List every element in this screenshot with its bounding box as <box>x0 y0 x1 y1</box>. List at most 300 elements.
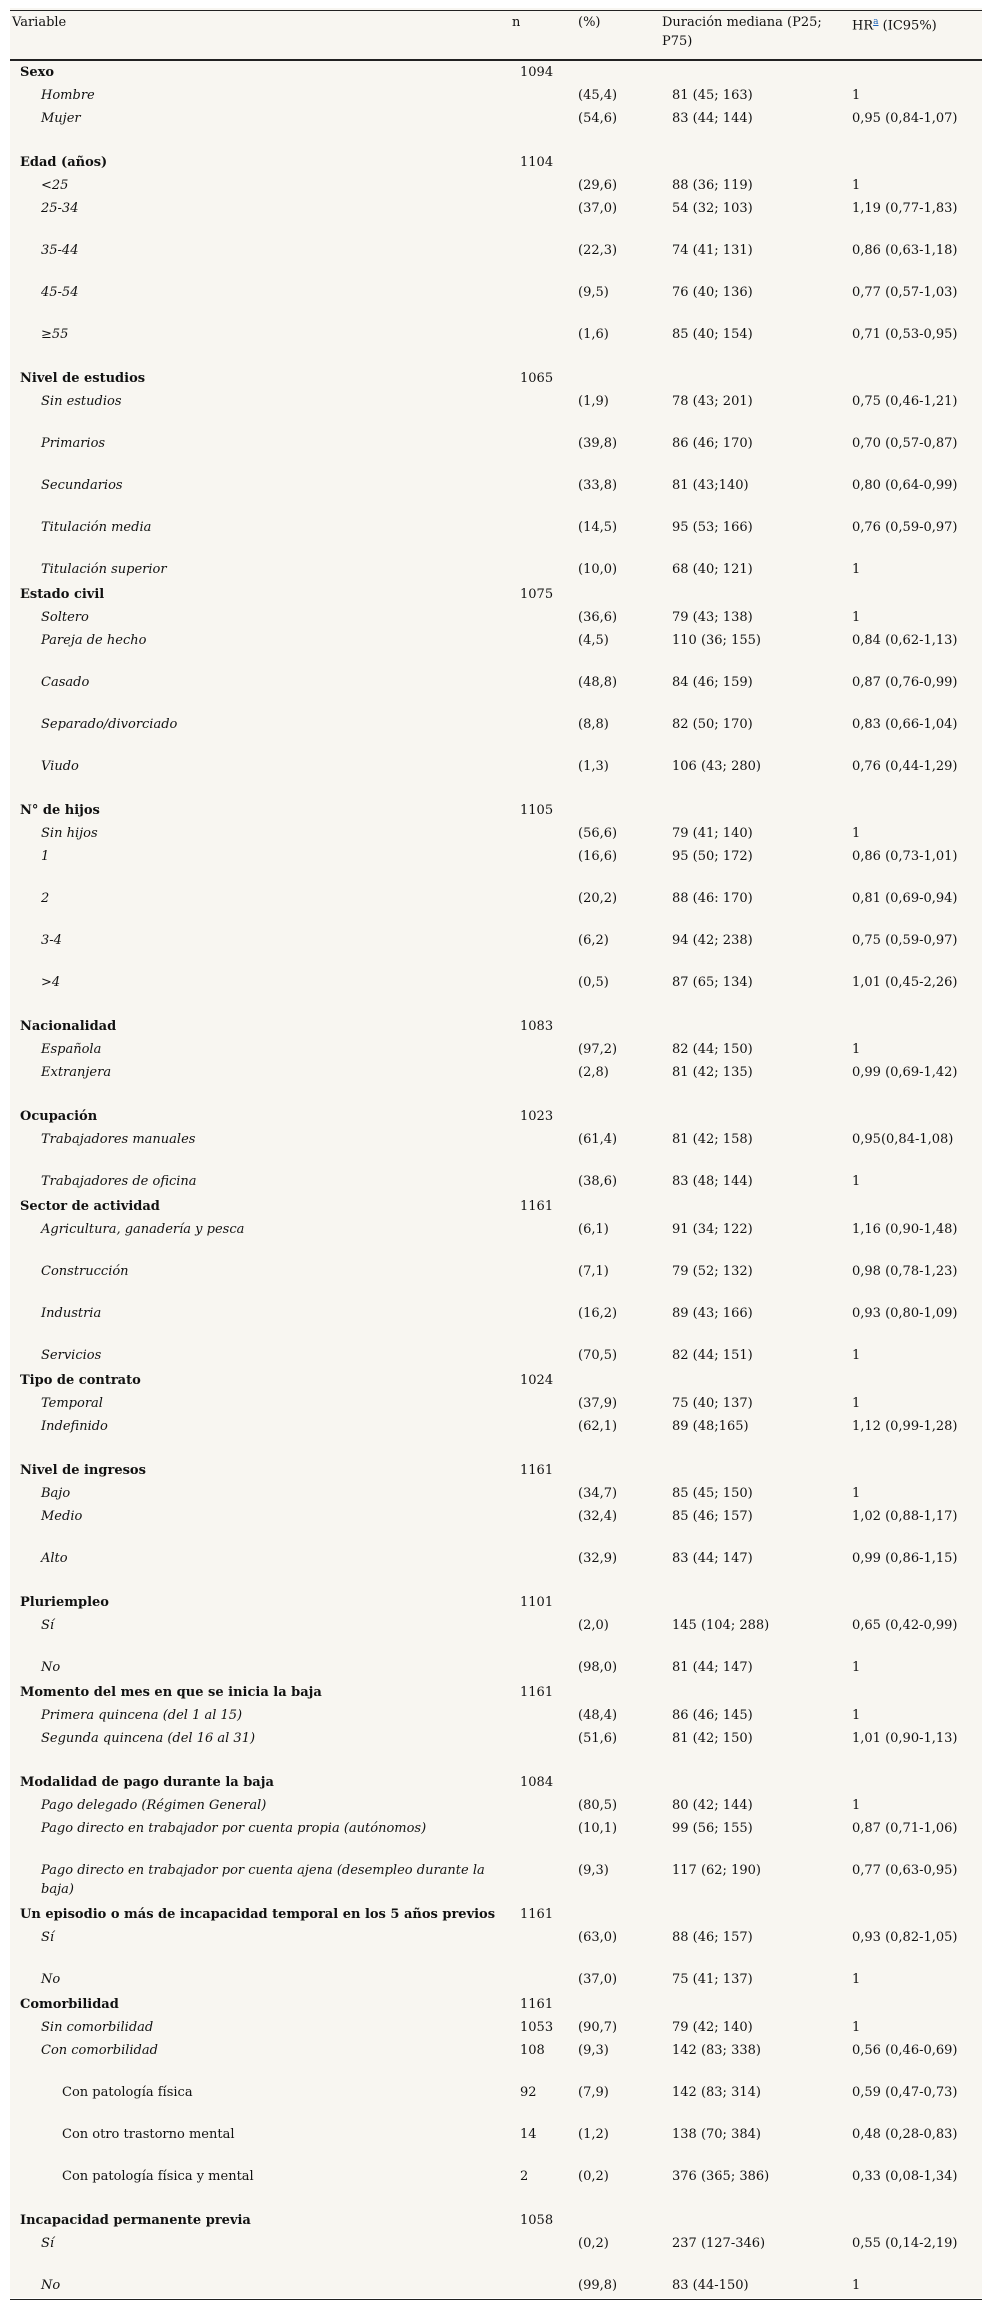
row-hr: 1 <box>852 562 861 577</box>
table-row <box>10 2167 982 2209</box>
row-n <box>510 476 576 518</box>
section-pct <box>576 1015 660 1040</box>
row-pct: (33,8) <box>578 478 618 493</box>
section-title: Nivel de estudios <box>20 371 146 386</box>
row-pct: (1,6) <box>578 327 609 342</box>
section-title: Ocupación <box>20 1109 98 1124</box>
row-duration: 138 (70; 384) <box>672 2127 761 2142</box>
row-hr: 1 <box>852 178 861 193</box>
row-label: Trabajadores de oficina <box>41 1174 197 1189</box>
row-hr: 1,12 (0,99-1,28) <box>852 1419 958 1434</box>
row-duration: 142 (83; 314) <box>672 2085 761 2100</box>
row-label: Con patología física y mental <box>62 2169 254 2184</box>
row-duration: 74 (41; 131) <box>672 243 753 258</box>
row-pct: (39,8) <box>578 436 618 451</box>
row-label: Servicios <box>41 1348 102 1363</box>
row-pct: (37,9) <box>578 1396 618 1411</box>
row-n <box>510 931 576 973</box>
section-hr <box>840 1591 982 1616</box>
row-label: 45-54 <box>41 285 79 300</box>
row-duration: 95 (50; 172) <box>672 849 753 864</box>
row-label: Titulación superior <box>41 562 167 577</box>
row-pct: (7,9) <box>578 2085 609 2100</box>
row-n <box>510 325 576 367</box>
row-pct: (37,0) <box>578 1972 618 1987</box>
row-label: Titulación media <box>41 520 152 535</box>
table-row <box>10 1040 982 1063</box>
row-n <box>510 1729 576 1771</box>
row-hr: 0,93 (0,82-1,05) <box>852 1930 958 1945</box>
row-label: 3-4 <box>41 933 62 948</box>
row-duration: 82 (44; 150) <box>672 1042 753 1057</box>
row-hr: 1 <box>852 1348 861 1363</box>
section-pct <box>576 1681 660 1706</box>
row-pct: (98,0) <box>578 1660 618 1675</box>
row-label: Separado/divorciado <box>41 717 178 732</box>
row-n <box>510 560 576 583</box>
row-pct: (14,5) <box>578 520 618 535</box>
section-title: Edad (años) <box>20 155 108 170</box>
section-title: Nacionalidad <box>20 1019 117 1034</box>
row-duration: 54 (32; 103) <box>672 201 753 216</box>
row-pct: (63,0) <box>578 1930 618 1945</box>
table-row <box>10 1220 982 1262</box>
section-row <box>10 1459 982 1484</box>
row-n <box>510 1063 576 1105</box>
row-duration: 83 (44; 144) <box>672 111 753 126</box>
row-pct: (7,1) <box>578 1264 609 1279</box>
section-row <box>10 1681 982 1706</box>
row-duration: 376 (365; 386) <box>672 2169 770 2184</box>
header-n: n <box>510 11 576 61</box>
row-pct: (62,1) <box>578 1419 618 1434</box>
row-hr: 1,01 (0,90-1,13) <box>852 1731 958 1746</box>
section-n: 1075 <box>520 587 554 602</box>
row-pct: (16,2) <box>578 1306 618 1321</box>
row-duration: 81 (45; 163) <box>672 88 753 103</box>
row-pct: (99,8) <box>576 2276 660 2300</box>
section-hr <box>840 1993 982 2018</box>
section-hr <box>840 1771 982 1796</box>
table-row <box>10 1172 982 1195</box>
row-duration: 83 (44-150) <box>660 2276 840 2300</box>
table-row <box>10 931 982 973</box>
section-row <box>10 2209 982 2234</box>
section-pct <box>576 1369 660 1394</box>
row-duration: 86 (46; 145) <box>672 1708 753 1723</box>
row-pct: (22,3) <box>578 243 618 258</box>
row-n <box>510 631 576 673</box>
table-row <box>10 1796 982 1819</box>
table-row <box>10 86 982 109</box>
table-row <box>10 673 982 715</box>
section-n: 1023 <box>520 1109 554 1124</box>
row-pct: (36,6) <box>578 610 618 625</box>
section-duration <box>660 583 840 608</box>
section-pct <box>576 60 660 86</box>
section-duration <box>660 367 840 392</box>
section-row <box>10 1903 982 1928</box>
row-duration: 83 (44; 147) <box>672 1551 753 1566</box>
table-row <box>10 109 982 151</box>
row-n <box>510 86 576 109</box>
table-row <box>10 1658 982 1681</box>
row-n: 108 <box>520 2043 545 2058</box>
row-label: Alto <box>41 1551 68 1566</box>
row-pct: (8,8) <box>578 717 609 732</box>
row-label: Sin estudios <box>41 394 122 409</box>
section-title: Incapacidad permanente previa <box>20 2213 251 2228</box>
row-duration: 81 (42; 135) <box>672 1065 753 1080</box>
row-label: Pago directo en trabajador por cuenta propia (autónomos) <box>41 1821 427 1836</box>
section-hr <box>840 151 982 176</box>
section-hr <box>840 1681 982 1706</box>
row-hr: 0,76 (0,59-0,97) <box>852 520 958 535</box>
section-hr <box>840 1195 982 1220</box>
table-row <box>10 1549 982 1591</box>
row-duration: 83 (48; 144) <box>672 1174 753 1189</box>
row-n: 2 <box>520 2169 529 2184</box>
row-label: Segunda quincena (del 16 al 31) <box>41 1731 256 1746</box>
row-hr: 0,55 (0,14-2,19) <box>852 2236 958 2251</box>
row-pct: (9,5) <box>578 285 609 300</box>
section-duration <box>660 1591 840 1616</box>
row-duration: 106 (43; 280) <box>672 759 761 774</box>
section-n: 1024 <box>520 1373 554 1388</box>
section-row <box>10 799 982 824</box>
table-header <box>10 11 982 61</box>
section-hr <box>840 1369 982 1394</box>
row-n <box>510 199 576 241</box>
row-hr: 0,48 (0,28-0,83) <box>852 2127 958 2142</box>
row-hr: 0,80 (0,64-0,99) <box>852 478 958 493</box>
row-label: Agricultura, ganadería y pesca <box>41 1222 245 1237</box>
section-title: Tipo de contrato <box>20 1373 141 1388</box>
row-pct: (2,0) <box>578 1618 609 1633</box>
section-title: Un episodio o más de incapacidad temporal en los 5 años previos <box>20 1907 496 1922</box>
row-hr: 1 <box>852 1174 861 1189</box>
section-n: 1104 <box>520 155 554 170</box>
row-duration: 142 (83; 338) <box>672 2043 761 2058</box>
row-n <box>510 847 576 889</box>
table-row <box>10 2041 982 2083</box>
section-pct <box>576 367 660 392</box>
row-n <box>510 1616 576 1658</box>
row-label: Soltero <box>41 610 89 625</box>
row-duration: 79 (52; 132) <box>672 1264 753 1279</box>
row-n <box>510 608 576 631</box>
row-n <box>510 1928 576 1970</box>
row-label: Casado <box>41 675 90 690</box>
section-title: Pluriempleo <box>20 1595 109 1610</box>
section-row <box>10 1015 982 1040</box>
row-label: Mujer <box>41 111 81 126</box>
row-duration: 79 (41; 140) <box>672 826 753 841</box>
section-n: 1161 <box>520 1463 554 1478</box>
table-row <box>10 757 982 799</box>
section-n: 1065 <box>520 371 554 386</box>
row-hr: 1 <box>852 826 861 841</box>
section-hr <box>840 583 982 608</box>
row-hr: 1 <box>852 1042 861 1057</box>
row-pct: (97,2) <box>578 1042 618 1057</box>
row-duration: 99 (56; 155) <box>672 1821 753 1836</box>
row-pct: (0,2) <box>578 2169 609 2184</box>
table-row <box>10 1417 982 1459</box>
row-duration: 95 (53; 166) <box>672 520 753 535</box>
row-hr: 1 <box>852 88 861 103</box>
section-pct <box>576 151 660 176</box>
row-label: Medio <box>41 1509 83 1524</box>
section-duration <box>660 1015 840 1040</box>
row-hr: 1 <box>840 2276 982 2300</box>
row-pct: (48,8) <box>578 675 618 690</box>
footnote-a-link[interactable]: a <box>873 17 879 27</box>
row-n <box>510 1706 576 1729</box>
row-n <box>510 283 576 325</box>
row-pct: (0,2) <box>578 2236 609 2251</box>
section-title: Sexo <box>20 65 55 80</box>
section-duration <box>660 799 840 824</box>
row-duration: 68 (40; 121) <box>672 562 753 577</box>
row-hr: 0,76 (0,44-1,29) <box>852 759 958 774</box>
row-label: Sí <box>41 1930 55 1945</box>
row-n <box>510 434 576 476</box>
section-hr <box>840 1015 982 1040</box>
row-hr: 0,87 (0,71-1,06) <box>852 1821 958 1836</box>
row-duration: 81 (43;140) <box>672 478 749 493</box>
row-pct: (1,2) <box>578 2127 609 2142</box>
section-pct <box>576 1993 660 2018</box>
row-n <box>510 1346 576 1369</box>
row-pct: (9,3) <box>578 1863 609 1878</box>
row-duration: 81 (44; 147) <box>672 1660 753 1675</box>
table-row <box>10 1346 982 1369</box>
row-pct: (16,6) <box>578 849 618 864</box>
row-hr: 0,86 (0,63-1,18) <box>852 243 958 258</box>
row-pct: (9,3) <box>578 2043 609 2058</box>
section-pct <box>576 1195 660 1220</box>
section-n: 1094 <box>520 65 554 80</box>
row-hr: 0,75 (0,46-1,21) <box>852 394 958 409</box>
table-row <box>10 1706 982 1729</box>
table-row <box>10 476 982 518</box>
table-row <box>10 1130 982 1172</box>
table-row <box>10 199 982 241</box>
section-title: Momento del mes en que se inicia la baja <box>20 1685 322 1700</box>
row-n <box>510 1040 576 1063</box>
table-row <box>10 1729 982 1771</box>
section-hr <box>840 2209 982 2234</box>
row-label: Indefinido <box>41 1419 108 1434</box>
row-hr: 1 <box>852 1660 861 1675</box>
row-duration: 76 (40; 136) <box>672 285 753 300</box>
row-hr: 0,99 (0,69-1,42) <box>852 1065 958 1080</box>
section-hr <box>840 1903 982 1928</box>
header-variable: Variable <box>10 11 510 61</box>
row-label: No <box>41 1972 61 1987</box>
row-label: >4 <box>41 975 61 990</box>
row-hr: 0,95 (0,84-1,07) <box>852 111 958 126</box>
row-n <box>510 1130 576 1172</box>
row-label: Secundarios <box>41 478 123 493</box>
table-row <box>10 1484 982 1507</box>
row-hr: 0,93 (0,80-1,09) <box>852 1306 958 1321</box>
row-hr: 0,71 (0,53-0,95) <box>852 327 958 342</box>
row-pct: (10,0) <box>578 562 618 577</box>
row-n: 14 <box>520 2127 537 2142</box>
section-n: 1084 <box>520 1775 554 1790</box>
section-title: Modalidad de pago durante la baja <box>20 1775 274 1790</box>
row-hr: 0,81 (0,69-0,94) <box>852 891 958 906</box>
row-pct: (20,2) <box>578 891 618 906</box>
row-hr: 0,77 (0,63-0,95) <box>852 1863 958 1878</box>
section-title: Comorbilidad <box>20 1997 119 2012</box>
row-label: Bajo <box>41 1486 71 1501</box>
row-hr: 0,65 (0,42-0,99) <box>852 1618 958 1633</box>
row-hr: 1 <box>852 610 861 625</box>
section-row <box>10 1369 982 1394</box>
row-hr: 1,02 (0,88-1,17) <box>852 1509 958 1524</box>
row-pct: (45,4) <box>578 88 618 103</box>
row-hr: 1 <box>852 1396 861 1411</box>
row-n <box>510 1394 576 1417</box>
row-n <box>510 673 576 715</box>
row-pct: (6,2) <box>578 933 609 948</box>
row-pct: (54,6) <box>578 111 618 126</box>
row-n <box>510 1970 576 1993</box>
row-label: Temporal <box>41 1396 103 1411</box>
section-pct <box>576 2209 660 2234</box>
table-row <box>10 1970 982 1993</box>
row-n <box>510 889 576 931</box>
table-row <box>10 283 982 325</box>
row-hr: 1 <box>852 1972 861 1987</box>
row-hr: 0,99 (0,86-1,15) <box>852 1551 958 1566</box>
section-title: Estado civil <box>20 587 105 602</box>
row-n <box>510 392 576 434</box>
section-row <box>10 367 982 392</box>
data-table <box>10 10 982 2300</box>
row-hr: 1,19 (0,77-1,83) <box>852 201 958 216</box>
row-pct: (90,7) <box>578 2020 618 2035</box>
row-duration: 94 (42; 238) <box>672 933 753 948</box>
row-n <box>510 973 576 1015</box>
row-label: ≥55 <box>41 327 69 342</box>
section-row <box>10 1105 982 1130</box>
table-row <box>10 1262 982 1304</box>
row-n <box>510 1796 576 1819</box>
row-n <box>510 1172 576 1195</box>
section-pct <box>576 1591 660 1616</box>
row-pct: (10,1) <box>578 1821 618 1836</box>
section-n: 1101 <box>520 1595 554 1610</box>
section-duration <box>660 60 840 86</box>
table-row <box>10 1861 982 1903</box>
section-n: 1161 <box>520 1199 554 1214</box>
table-row <box>10 2276 982 2300</box>
row-hr: 0,86 (0,73-1,01) <box>852 849 958 864</box>
row-pct: (48,4) <box>578 1708 618 1723</box>
table-row <box>10 631 982 673</box>
section-pct <box>576 583 660 608</box>
row-duration: 75 (40; 137) <box>672 1396 753 1411</box>
row-label: Pago delegado (Régimen General) <box>41 1798 267 1813</box>
section-row <box>10 60 982 86</box>
table-row <box>10 608 982 631</box>
row-n <box>510 1220 576 1262</box>
row-hr: 0,59 (0,47-0,73) <box>852 2085 958 2100</box>
row-label: 1 <box>41 849 50 864</box>
row-duration: 86 (46; 170) <box>672 436 753 451</box>
table-row <box>10 434 982 476</box>
row-duration: 75 (41; 137) <box>672 1972 753 1987</box>
header-hr <box>840 11 982 61</box>
header-pct: (%) <box>576 11 660 61</box>
row-hr: 0,77 (0,57-1,03) <box>852 285 958 300</box>
row-label: No <box>41 1660 61 1675</box>
row-label: 25-34 <box>41 201 79 216</box>
row-label: Pago directo en trabajador por cuenta ajena (desempleo durante la baja) <box>41 1863 485 1897</box>
table-row <box>10 325 982 367</box>
table-row <box>10 1819 982 1861</box>
row-n <box>510 1507 576 1549</box>
row-n <box>510 1549 576 1591</box>
row-label: Trabajadores manuales <box>41 1132 196 1147</box>
row-label: Sí <box>41 2236 55 2251</box>
row-duration: 81 (42; 150) <box>672 1731 753 1746</box>
row-duration: 88 (46; 157) <box>672 1930 753 1945</box>
row-n <box>510 518 576 560</box>
row-duration: 82 (44; 151) <box>672 1348 753 1363</box>
row-duration: 145 (104; 288) <box>672 1618 770 1633</box>
row-hr: 1 <box>852 1708 861 1723</box>
section-hr <box>840 1459 982 1484</box>
section-duration <box>660 2209 840 2234</box>
section-n: 1058 <box>520 2213 554 2228</box>
row-duration: 89 (48;165) <box>672 1419 749 1434</box>
row-pct: (6,1) <box>578 1222 609 1237</box>
section-duration <box>660 1369 840 1394</box>
row-hr: 0,56 (0,46-0,69) <box>852 2043 958 2058</box>
row-pct: (61,4) <box>578 1132 618 1147</box>
row-hr: 1,01 (0,45-2,26) <box>852 975 958 990</box>
section-duration <box>660 151 840 176</box>
row-duration: 88 (46: 170) <box>672 891 753 906</box>
row-duration: 237 (127-346) <box>672 2236 766 2251</box>
row-hr: 0,70 (0,57-0,87) <box>852 436 958 451</box>
row-duration: 91 (34; 122) <box>672 1222 753 1237</box>
table-row <box>10 824 982 847</box>
row-pct: (56,6) <box>578 826 618 841</box>
row-duration: 89 (43; 166) <box>672 1306 753 1321</box>
section-pct <box>576 1105 660 1130</box>
table-row <box>10 176 982 199</box>
row-n: 1053 <box>520 2020 554 2035</box>
section-row <box>10 151 982 176</box>
section-hr <box>840 367 982 392</box>
row-n <box>510 824 576 847</box>
section-duration <box>660 1681 840 1706</box>
row-label: Con patología física <box>62 2085 193 2100</box>
row-duration: 110 (36; 155) <box>672 633 761 648</box>
table-row <box>10 889 982 931</box>
row-hr: 0,83 (0,66-1,04) <box>852 717 958 732</box>
section-pct <box>576 1459 660 1484</box>
table-row <box>10 1304 982 1346</box>
row-duration: 80 (42; 144) <box>672 1798 753 1813</box>
row-label: 2 <box>41 891 50 906</box>
